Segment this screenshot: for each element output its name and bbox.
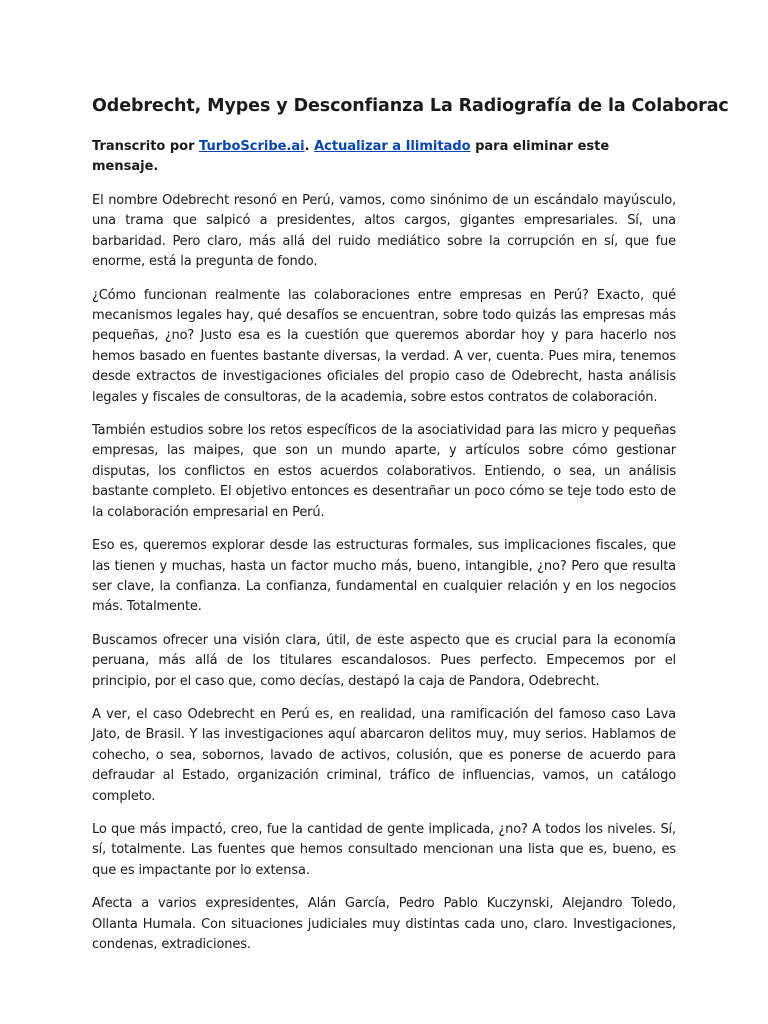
document-title: Odebrecht, Mypes y Desconfianza La Radiografía de la Colaborac (92, 96, 729, 116)
paragraph-3: También estudios sobre los retos específicos de la asociatividad para las micro y pequeñas empresas, las maipes, que son un mundo aparte, y artículos sobre cómo gestionar disputas, los conflictos en estos acuerdos colaborativos. Entiendo, o sea, un análisis bastante completo. El objetivo entonces es desentrañar un poco cómo se teje todo esto de la colaboración empresarial en Perú. (92, 423, 676, 520)
upgrade-unlimited-link[interactable]: Actualizar a Ilimitado (314, 139, 471, 154)
paragraph-5: Buscamos ofrecer una visión clara, útil, de este aspecto que es crucial para la economía peruana, más allá de los titulares escandalosos. Pues perfecto. Empecemos por el principio, por el caso que, como decías, destapó la caja de Pandora, Odebrecht. (92, 632, 676, 689)
notice-suffix: para eliminar este mensaje. (92, 139, 610, 174)
paragraph-4: Eso es, queremos explorar desde las estructuras formales, sus implicaciones fiscales, que las tienen y muchas, hasta un factor mucho más, bueno, intangible, ¿no? Pero que resulta ser clave, la confianza. La confianza, fundamental en cualquier relación y en los negocios más. Totalmente. (92, 538, 676, 615)
paragraph-1: El nombre Odebrecht resonó en Perú, vamos, como sinónimo de un escándalo mayúsculo, una trama que salpicó a presidentes, altos cargos, gigantes empresariales. Sí, una barbaridad. Pero claro, más allá del ruido mediático sobre la corrupción en sí, que fue enorme, está la pregunta de fondo. (92, 193, 676, 270)
paragraph-7: Lo que más impactó, creo, fue la cantidad de gente implicada, ¿no? A todos los niveles. Sí, sí, totalmente. Las fuentes que hemos consultado mencionan una lista que es, bueno, es que es impactante por lo extensa. (92, 821, 676, 878)
document-page (92, 94, 729, 968)
transcription-notice (92, 137, 676, 177)
turboscribe-link[interactable]: TurboScribe.ai (199, 139, 305, 154)
notice-prefix: Transcrito por (92, 139, 200, 154)
notice-separator: . (304, 139, 315, 154)
paragraph-8: Afecta a varios expresidentes, Alán García, Pedro Pablo Kuczynski, Alejandro Toledo, Ollanta Humala. Con situaciones judiciales muy distintas cada uno, claro. Investigaciones, condenas, extradiciones. (92, 896, 676, 952)
paragraph-6: A ver, el caso Odebrecht en Perú es, en realidad, una ramificación del famoso caso Lava Jato, de Brasil. Y las investigaciones aquí abarcaron delitos muy, muy serios. Hablamos de cohecho, o sea, sobornos, lavado de activos, colusión, que es ponerse de acuerdo para defraudar al Estado, organización criminal, tráfico de influencias, vamos, un catálogo completo. (92, 706, 676, 804)
paragraph-2: ¿Cómo funcionan realmente las colaboraciones entre empresas en Perú? Exacto, qué mecanismos legales hay, qué desafíos se encuentran, sobre todo quizás las empresas más pequeñas, ¿no? Justo esa es la cuestión que queremos abordar hoy y para hacerlo nos hemos basado en fuentes bastante diversas, la verdad. A ver, cuenta. Pues mira, tenemos desde extractos de investigaciones oficiales del propio caso de Odebrecht, hasta análisis legales y fiscales de consultoras, de la academia, sobre estos contratos de colaboración. (92, 287, 676, 405)
